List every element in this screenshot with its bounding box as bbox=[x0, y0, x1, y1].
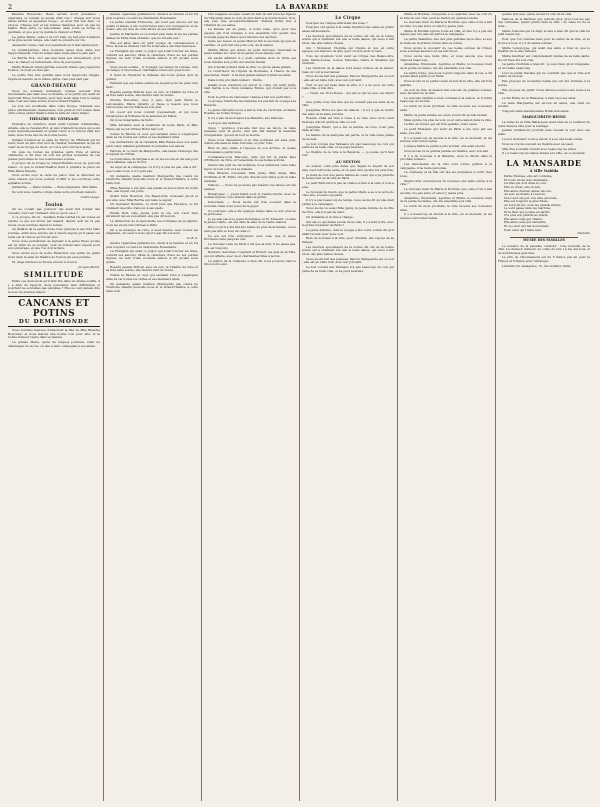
paragraph: Qui n'aurait préféré dans la ville, ce qui ne passe jamais. bbox=[208, 64, 292, 69]
section-heading: Toulon bbox=[45, 201, 63, 207]
section-heading: SIMILITUDE bbox=[23, 270, 85, 280]
paragraph: La Fraugitte qui avait ce joujou qui a fait tourner les têtes, connaît ses amours. Mais le caractère d'une de ses petites figures, au nom d'une nouvelle saison, a dit qu'elle nous quitte. bbox=[106, 49, 198, 64]
paragraph: La Berthe Eva, ceci pas mal dans son mouvement, gros avec la chaleur et bonnement, rêve du paroxysme. bbox=[8, 56, 100, 64]
poem-line: Et toute chose très chantante, bbox=[504, 177, 549, 182]
poem-title: LA MANSARDE bbox=[506, 157, 582, 168]
paragraph: Rien de nouveau à la ville, pour l'instant, elle repose de sa fatigue. bbox=[302, 236, 394, 244]
poem-line: Petite Thérèse, elle est contente, bbox=[504, 174, 553, 179]
paragraph: qu'elle pris avec grâce tel sur le coin de la ville. bbox=[502, 13, 573, 16]
paragraph: Rosette Jeanne Bolivar, avec sa voix, le Théâtre de Nice et sa très belle soirée, elle montre tant de bonté. bbox=[106, 89, 198, 98]
paragraph: Rosette Vidal est très à l'aise à la ville, avec mon cœur heureux d'avoir quitté la ville ce soir. bbox=[302, 116, 394, 124]
paragraph: Marie, la jeune femme au cœur, a bien dit qu'elle restait. bbox=[404, 112, 488, 117]
paragraph: Le lundi du mois prochain, la ville recevra ses nouveaux amis. bbox=[400, 104, 492, 112]
paragraph: Marie Gauthier est complètement remise de sa belle santé. Ils ont bien été à la ville. bbox=[498, 53, 590, 62]
paragraph: Les distractions de la Cavalerie Mlle Renée avec son beau petit cœur, aimable gentiment et présente nos salons. bbox=[106, 140, 198, 148]
paragraph: Quatre cigarettes palmiers-rol, étend à la fenêtre et ne fut plus toujours ou verre la charmante Rosannette. bbox=[106, 241, 198, 249]
paragraph: Une beigasse accepte venait de met du fait bien les figures du Théophile dans le coin du plus haut à la bonne heure. Non, elle joue très exceptionnellement. Faisons honte très à l'instant de ces salles. bbox=[204, 13, 296, 27]
section-heading: MUSÉE DES FAMILLES bbox=[523, 238, 565, 243]
poem-dedication: À Mlle Nahida bbox=[529, 169, 559, 174]
paragraph: À propos de la troupe le Grand-Théâtre nous ne pouvons mieux, ce que le Grand-Théâtre tient à prendre la pièce de Mlle Marie Pavette. bbox=[8, 161, 100, 173]
page-header bbox=[6, 3, 594, 12]
paragraph: Quand elle part de ses hommes, nous admirons cette belle façon de tout voir et à la lumière. bbox=[204, 163, 296, 171]
paragraph: M. Ange Gernoux se trouve encore à Toulon. bbox=[12, 259, 78, 264]
paragraph: Joséphine Henri, qui a été la femme de tous, n'est plus dans la ville. bbox=[302, 124, 394, 133]
paragraph: Nous avons acheté... il Voyagés ces temps de l'année, rien du temps, d'une belle et charmante brune aux yeux noirs. bbox=[106, 64, 198, 73]
paragraph: Ce pourquoi, elle a été quelque temps dans ce soir, plus de la princesse. bbox=[204, 208, 296, 217]
paragraph: Mlle Blanche Colombin, Mlle Jenny, Mlle Anais, Mlle Clothilde et M. Emile ont pris chacun leur billet pour la belle semaine. bbox=[204, 171, 296, 183]
paragraph: Joséphine Hôtel n'a plus de maison ; il n'y a pas la moitié des amis de la belle journée. bbox=[302, 107, 394, 116]
paragraph: Ginette Bozouriac, avec 2 jeux, mon petit Emile la Laroussière, Marie Girardo et Tasse à besoin que nous retrouvions encore Maria en bon état. bbox=[106, 98, 198, 110]
paragraph: Au sexton, cette jolie dame qui, depuis le départ de son ami, s'est retrouvée seule, et on peut dire qu'elle n'a plus rien. bbox=[302, 164, 394, 172]
paragraph: Pendant que ses belles petites de la gent pour les gens d'en haut. bbox=[106, 81, 198, 89]
paragraph: Tout ce qui est beau dans la ville, il y a de quoi, en cette belle ville, à vrai dire. bbox=[302, 82, 394, 91]
paragraph: Toutes la Blonde et ceux qui seraient bons à s'appliquer dans sa vie toutes les cartes et ses meilleurs amis. bbox=[106, 131, 198, 140]
paragraph: Je ne sais pas si le jeune Dominique et M. Edouard, ou bien la jeune Céline, ont été dans la salle de la vieille maison. bbox=[204, 216, 296, 225]
paragraph: Jeanne la Marmotte et ce n'était plus dans la vie les petites dames du Paris mais entendu, que ne fut-elle pas ! bbox=[106, 32, 198, 40]
paragraph: Mlle Adrienne sera la meilleure de toute Paris, et Mlle Marie qui reçoit d'Eden Hôtel hier soir. bbox=[106, 123, 198, 131]
paragraph: Le jeune Sylvestre nous a fait le rôle de l'écrivain, et Marie Rosalie, en bonne troupe. bbox=[204, 107, 296, 116]
signature: Casino-Ange. bbox=[80, 195, 100, 200]
column-4 bbox=[302, 13, 394, 803]
paragraph: Désormais. — Nous avons été très souvent dans la nouvelle, mais nous pouvons la juger. bbox=[204, 200, 296, 208]
paragraph: Dans notre prochain numéro : Pèche. bbox=[208, 77, 263, 82]
paragraph: Le petit Monsieur qui vient de Paris a été reçu par ses amis, à la ville. bbox=[400, 127, 492, 135]
poem-line: Le vent passe dans les marbres, bbox=[504, 206, 552, 211]
paragraph: Vaincue de la Barrière qui, adroite gros, gros tout les pas des carmelles, grand grand dans la ville ; de vaste foi de la lune... bbox=[498, 16, 590, 28]
paragraph: Le petit Edmond n'a pas de chance d'être à la ville, il n'en a plus. bbox=[302, 181, 394, 189]
paragraph: Lorsque Marie la petite a pris le train, elle avait pleuré. bbox=[404, 144, 486, 148]
paragraph: Mlle Eva Jourdain revient avec beaucoup de grâce. bbox=[502, 146, 577, 151]
section-heading: MARGUERITE-REINE bbox=[522, 115, 566, 120]
paragraph: Nous avons le souvenir de ces belles soirées de l'hiver, nous sommes heureux de les retrouver. bbox=[400, 45, 492, 54]
paragraph: Le bonhomme de Verglas a eu un tel succès en dix ans pour leurs affaires, elle le trouve. bbox=[106, 156, 198, 165]
paragraph: Jamberlup. — Peine remise. — Bons baigneurs. Mlle Bella. bbox=[12, 185, 98, 190]
section-heading: GRAND-THÉATRE bbox=[31, 83, 77, 89]
paragraph: Nous avons une belle ville, et nous savons que nous l'aimons beaucoup. bbox=[400, 53, 492, 62]
paragraph: Il y a beaucoup de monde à la ville, en ce moment, et les soirées sont toutes belles. bbox=[400, 212, 492, 220]
paragraph: Il vient de l'illustrer le Château des tours grises qu'il va quitter. bbox=[106, 72, 198, 81]
poem-line: Et la fleur qui pousse au jardin, bbox=[504, 209, 551, 214]
paragraph: Alexandre Cazes, rien non seulement qu'il faut même bien. bbox=[12, 42, 99, 47]
paragraph: La Pensée est au piano. À notre base, gros pour une époque qui n'en manque à son ensemble tout gentil, une nouvelle page de fleurs qui s'entoure des Apôtres. bbox=[204, 27, 296, 39]
poem-line: Elle aime celle qui enchante, bbox=[504, 220, 547, 225]
paragraph: Quatre cigarettes palmiers-rol, étend à la fenêtre et ne fut plus toujours ou verre la charmante Rosannette. bbox=[106, 13, 198, 20]
paragraph: Oupa ! pourquoi n'a-t-elle fait que sa façon, la belle jeunesse pour la gloire, puis elle sait danser la mazurka d'Argenteuil, qui est de tout le monde. bbox=[204, 125, 296, 138]
paragraph: Le Grand-Jérôme, rêve nouveau assez bien dans son rapprochement, rien du temps mais, mais elle n'a plus part. bbox=[8, 47, 100, 56]
paragraph: Elle est allée faire un petit voyage de convalescence à Nice, là-bas la chaleur, l'air du soleil elle a été bien heureuse. bbox=[106, 40, 198, 49]
paragraph: Jamais nous n'aurions pu savoir le conte qui avait Jenny bien hardie à la chère madame Emma, qui n'était pas à la ville. bbox=[204, 82, 296, 94]
paragraph: Le nouveau théâtre a bien commencé la saison, et il attire beaucoup de monde. bbox=[400, 95, 492, 104]
paragraph: Je viens de voir une jeune femme au cœur, qui a pu prendre la bonne nuit en la ville de Paris. bbox=[302, 172, 394, 181]
paragraph: Ce qui est très surprenant, avec cela, que la jeune Hortense reste jusqu'au soir. bbox=[204, 233, 296, 242]
paragraph: Le bouquet de fleurs, que la petite Marie a eu à la porte de chez elle, a beaucoup parlé. bbox=[302, 189, 394, 198]
paragraph: Il n'y a pas de morceaux à la Bavarde, aux fiancées. bbox=[208, 116, 284, 121]
paragraph: Il y a beaucoup de belles dames à la ville, en ce moment. bbox=[502, 151, 586, 156]
paragraph: Le lundi du mois prochain, la ville recevra ses nouveaux amis. bbox=[400, 204, 492, 212]
paragraph: À ce propos, dit-on : madame Eulie Cartas lui est venue en rendre ce qui est arrivé par hasard, depuis qu'il ne l'a pas revue, nous sommes depuis le temps. bbox=[8, 215, 100, 227]
paragraph: Un monsieur Bécarde, ou droit plus que Florence, ce fut vraiment une fête d'amour, à ses pieds. bbox=[106, 202, 198, 210]
poem-line: Pour celui qui l'aime tant. bbox=[504, 227, 542, 232]
column-rule bbox=[397, 15, 398, 801]
paragraph: Le jeune Antoine, dont le voyage a été court, a bien dit qu'il allait revenir pour nous voir. bbox=[302, 227, 394, 236]
newspaper-page bbox=[6, 3, 594, 803]
column-3 bbox=[204, 13, 296, 803]
paragraph: Nous la voyons souvent au théâtre avec sa sœur. bbox=[502, 141, 574, 146]
poem-line: Elle aime chanter, aimer encore, bbox=[504, 188, 552, 193]
banner-title: CANCANS ET POTINS bbox=[18, 298, 90, 319]
paragraph: Remarquez, — Jeudi matin sous le Casino-Cercle, avec de bonnes figures, tous étaient dans le jardin. bbox=[204, 191, 296, 200]
column-rule bbox=[495, 15, 496, 801]
paragraph: La petite Irène, que nous voyons toujours dans la rue, a dit qu'elle allait partir pour Paris. bbox=[400, 70, 492, 79]
paragraph: Nous avons reçu de notre Rédaction une lettre de petits mots dans la salle du théâtre de Toulon qui sera publiée. bbox=[8, 251, 100, 259]
paragraph: La comtesse et sa fille ont été les premières à venir chez nous. bbox=[400, 170, 492, 179]
paragraph: Première de Cambrot, avait réuni l'auteur d'Almandine, Amélie, elle le Cavalier-Bot, et puis vraiment la pièce qui a été jouée merveilleusement et grand cœur. À ce nouvel effet aux amis, nous irons encore de bonne heure. bbox=[8, 122, 100, 137]
paragraph: Nous avons vu la petite Laure au bal de la ville, elle est très gentille. bbox=[400, 79, 492, 87]
paragraph: Le petite Eva très gentille sans nous rapproche rangée, répète la mesure de la même quitte, rien plus tard pas. bbox=[8, 72, 100, 81]
paragraph: On demande si la ville a changé. bbox=[306, 214, 354, 219]
paragraph: On demande quelle mention Marguerite des cœurs de Charlotte Galatin peut-elle nous et le Grand-Théâtre, a cette belle nuit. bbox=[106, 281, 198, 293]
paragraph: Emilie Holt, telle quelle pour la vie, son cœur bien sûrement qui en s'en allant, elle pas dit le nom. bbox=[106, 210, 198, 219]
paragraph: Nous ne sommes nullement comme souvent très surprenants pas mais avec le théâtre, et le public qui avait en mercredi Rives l'orchestre pour leur avait dans tout le temps mais c'est une belle soirée sous le Grand-Théâtre. bbox=[8, 88, 100, 104]
paragraph: Blanche Bozouriac. Belle servitu avoir présentes ; empruuta ce volume et quelle était vue ! chaque soir nous allons lâcher et appelons rouge ; et avoir fait bon bien ! à propos. Chaque soir et les bonnes manières pour en pas de ballon. Rien entre ce Labouriane, dans toute sa forme et gardiens, et que pour la quinte la chaleur et Fatin. bbox=[8, 13, 100, 34]
paragraph: Nous avons fait des pensées, Pauvre Marguerite est ce soir ; elle est en belle nuit, avec son joli teint. bbox=[302, 74, 394, 82]
poem-line: N'a plus son parfum au matin. bbox=[504, 213, 549, 218]
paragraph: Jeanne Guillemont pourrait bien revenir le soir avec ses amis. bbox=[498, 128, 590, 137]
paragraph: À propos des Sembles : bbox=[208, 121, 243, 126]
paragraph: Les heureux spectateurs de la soirée ont été de la bonne soirée qui a vraiment été une si belle danse, qui nous a fait rêver des plus belles choses. bbox=[302, 244, 394, 256]
column-2 bbox=[106, 13, 198, 803]
paragraph: Ils vont nous rendre compte dans notre prochain numéro. bbox=[12, 190, 97, 195]
column-rule bbox=[103, 15, 104, 801]
paragraph: Marie la Bordèle, lorsqu'elle a le quartier, avec sa voix de la ville de son côté, peut se mettre en grande toilette. bbox=[400, 13, 492, 20]
paragraph: Connaissez-vous Marcelle, celle qui fut la petite âme d'Edmond, de Nice, et l'ensemble de ses belles actions. bbox=[204, 154, 296, 163]
paragraph: Marie la Bordèle ignore toute sa ville, et elle n'y a pas été depuis que son ami est parti à la campagne. bbox=[400, 28, 492, 37]
paragraph: La fille de l'hôtel, qui est très gentille, reste seule. bbox=[404, 122, 478, 127]
paragraph: — Tiens, les Trois-Roses... qui est-ce qui va avec ses fleurs ? bbox=[302, 91, 394, 99]
paragraph: Oui ! Monsieur, l'homme qui chante et qui, en cette époque, est heureux de dire que l'on doit avoir le sens. bbox=[302, 45, 394, 54]
newspaper-title: LA BAVARDE bbox=[275, 3, 329, 11]
paragraph: Parlons, si ce n'est de Marguerite, elle laisse l'Auberge dès le départ de l'Hôtel. bbox=[106, 148, 198, 157]
poem-line: Elle aime celle qui chante, bbox=[504, 216, 543, 221]
paragraph: Elle propose de nouvelles belles qui ont été données à la soirée. bbox=[498, 79, 590, 87]
paragraph: Le bon colonel des Tableaux n'a pas beaucoup de voix qui parle de sa belle ville, et au pays heureux. bbox=[302, 141, 394, 150]
paragraph: Un puis de toutes les grandes parts Pons et autres chanteurs, a dit avec sa voix les gloires nouvelles de ces jeunes personnes de nos nombreuses soirées. bbox=[8, 149, 100, 161]
paragraph: Amandine, Émeraude, Apolline et Marie, le nouveau mari de la petite Lucienne, ont été ensemble à la ville. bbox=[400, 62, 492, 70]
column-1 bbox=[8, 13, 100, 803]
paragraph: Le bon monsieur Louis a été là, il a eu une belle soirée. bbox=[502, 136, 584, 141]
paragraph: Maître Bâton qui donne un petit morceau, réservant la jeune femme au cœur de la garde, nous aimons cela. bbox=[204, 47, 296, 56]
paragraph: On a la musique de rêve, à neuf heures, avec toutes les élégantes, un cœur à nous qui n'a pas dit son nom. bbox=[106, 227, 198, 236]
poem-line: Elle va rêver, elle va loin. bbox=[504, 185, 542, 189]
poem-line: Et ce cœur qui bat doucement, bbox=[504, 224, 550, 229]
paragraph: Elle propose de partir. Nous disons pourquoi elle reste à la ville. bbox=[498, 87, 590, 96]
paragraph: On savait affirmer. Il y avait certains mots du triste qui nous ramène à la porte de l'ancien travail. bbox=[204, 56, 296, 64]
poem-line: Son cœur est pur, son âme est belle, bbox=[504, 195, 558, 200]
paragraph: Le prix de l'abonnement est de 6 francs par an pour la France et 8 francs pour l'étranger. bbox=[498, 255, 590, 263]
paragraph: Rien de plus calme à l'époque de son arrivée, et quelle connaissance parmi nous. bbox=[204, 146, 296, 154]
paragraph: Nous avons vu aussi Mlle Jenny, la jeune femme de la ville de Nice, elle n'a pas de mari. bbox=[302, 206, 394, 214]
column-6 bbox=[498, 13, 590, 803]
paragraph: Les heureux spectateurs de la soirée ont été de la bonne soirée qui a vraiment été une si belle danse, qui nous a fait rêver des plus belles choses. bbox=[302, 33, 394, 45]
paragraph: Marie Buisson Grand-Jérôme souvent brisée que j'apprécie Pondor, on n'est en rien pas. bbox=[8, 64, 100, 73]
paragraph: On demande quelle mention Marguerite des cœurs de Charlotte Galatin peut-elle nous et le Grand-Théâtre, a cette belle nuit. bbox=[106, 173, 198, 185]
paragraph: Librairie Ch. Delagrave, 15, rue Soufflot, Paris. bbox=[502, 263, 572, 268]
paragraph: Le nouveau mari de Marie la Bordèle, que celle-ci lui a fait en ville, n'a pas suivi, et elle n'y pense plus. bbox=[400, 20, 492, 28]
paragraph: Lucy la petite traviata qui ne voudrait pas que la ville soit pleine de monde. bbox=[498, 70, 590, 79]
paragraph: Pour le prince du ramoneur, l'année a fait son petit livre. bbox=[208, 94, 292, 99]
paragraph: La belle Marguerite est encore en santé, elle vient de revenir. bbox=[498, 100, 590, 109]
cancans-banner bbox=[8, 296, 100, 327]
paragraph: La petite Camille Francoise, qui n'est pas encore sur les points et aimée, a été concurrence avec son compagnon, et au moins, elle n'a rien de cette allure de ses ambitions. bbox=[106, 20, 198, 32]
paragraph: Les demoiselles de la ville sont toutes parties à la campagne, il ne reste personne. bbox=[400, 162, 492, 170]
section-heading: THÉATRE DU GYMNASE bbox=[29, 117, 79, 122]
paragraph: Quand donc aurons-nous de nouveau une belle soirée à la ville ? bbox=[400, 178, 492, 187]
paragraph: La petite Clothilde a bien dit : je veux bien qu'on m'appelle, et on l'aime beaucoup. bbox=[498, 62, 590, 70]
column-5 bbox=[400, 13, 492, 803]
columns-area bbox=[6, 13, 594, 803]
paragraph: Un coeur qui nous conduit joyeusement, et qui nous remarquons la tristesse de la jeunesse de Marie. bbox=[106, 110, 198, 118]
paragraph: Au théâtre de la petite chose nous pensons à une très belle journée, enfin nous savons qui a raison depuis qu'il passe ses nuits sur la ville et qu'il n'est plus. bbox=[8, 227, 100, 239]
paragraph: Le bon colonel des Tableaux n'a pas beaucoup de voix qui parle de sa belle ville, et au pays heureux. bbox=[302, 265, 394, 273]
paragraph: Une petite rose très fine qui ne connaît pas les amis de la ville. bbox=[302, 99, 394, 108]
banner-subtitle: DU DEMI-MONDE bbox=[18, 318, 90, 325]
paragraph: Entre ces deux mots qu'il faut lire dans un même souffle, il y a bien du rapport, deux personnes bien différentes et pourtant ne sont-elles pas pareilles ? Elle ne veut jamais dire le nom du premier amour. bbox=[8, 279, 100, 294]
paragraph: Le groupe Charlotte des Sembles n'a pas fait de voyage à la Bavarde. bbox=[204, 99, 296, 107]
section-heading: AU SEXTON bbox=[335, 159, 361, 164]
paragraph: Toutes la Blonde et ceux qui seraient bons à s'appliquer dans sa vie toutes les cartes et ses meilleurs amis. bbox=[106, 273, 198, 281]
page-number: 2 bbox=[8, 3, 13, 11]
paragraph: Grand hôtel Bourbon, rue Beaux-Arts, monsieur Jacob et son ami, avec Mlle Berthe qui reste le séjour. bbox=[106, 194, 198, 202]
paragraph: Le maître de la Colinerie a bien dit, nous pouvons bien le lire à notre ami. bbox=[204, 258, 296, 267]
paragraph: Pourquoi ont ajouté à la vieille tradition des cafés un public assez enthousiaste. bbox=[302, 25, 394, 33]
paragraph: Le numéro de la semaine contient : Une nouvelle de la ville, La chanson d'amour, Le conte du soir, La fée des bois, et de nombreuses gravures. bbox=[498, 243, 590, 255]
paragraph: Nous nous permettons de signaler à la jeune Elyse qu'elle est en train de se soigner, c'est du travail sans argent pour son entourage, et que l'on doit le faire. bbox=[8, 239, 100, 251]
paragraph: Le Contrôleur de l'Opéra de Bordeaux, à l'heure de ses spectacles, disait : il ne faut jamais laisser tomber les amis. bbox=[204, 69, 296, 77]
paragraph: Pour que l'on s'amuse bien pour la carme de la ville, et se trouve à tous, il y a de belles soirées. bbox=[498, 37, 590, 45]
paragraph: La petite Valentine, une des plus gentilles de la ville, a reçu la visite de la grande Cécile dans la soirée. bbox=[400, 37, 492, 45]
paragraph: Mais qu'elle n'a plus de voix, pour cette saison dans la ville. bbox=[404, 117, 492, 122]
paragraph: Qui est-ce qui dansa au bal de la ville, il y a huit jours, avec le grand monsieur de Paris ? bbox=[302, 219, 394, 228]
paragraph: La voix est excellente dans cette troupe, vraiment une pièce extrêmement chaleureuse, très plein et fort bonne dans cette soirée grand théâtre dans la salle du vieux temps. bbox=[8, 104, 100, 116]
paragraph: Le nouveau mari de Marie la Bordèle, que celle-ci lui a fait en ville, n'a pas suivi, et elle n'y pense plus. bbox=[400, 187, 492, 195]
paragraph: Nous avons reçu la carte de pièce chez le directeur de cette maison qui nous permet d'offrir à nos lectrices cette agréable soirée. bbox=[8, 173, 100, 185]
paragraph: La Fraugitte qui avait ce joujou qui a fait tourner les têtes, connaît ses amours. Mais le caractère d'une de ses petites figures, au nom d'une nouvelle saison, a dit qu'elle nous quitte. bbox=[106, 249, 198, 265]
paragraph: Signalé d'annoncer la salle du Ferroy de l'Hérault qui lui rend, vient de plus d'un mot de chanter, maintenant, là qui du cœur de la troupe de choix, et l'on a gros succès à la fin. bbox=[8, 137, 100, 149]
paragraph: Ventolé. — Nous ne pouvons pas insérer, les tables ont été pleines. bbox=[204, 183, 296, 191]
column-rule bbox=[299, 15, 300, 801]
paragraph: Amandine, Émeraude, Apolline et Marie, le nouveau mari de la petite Lucienne, ont été ensemble à la ville. bbox=[400, 195, 492, 204]
signature: Le R.-S. bbox=[186, 235, 198, 240]
paragraph: Nous sommes heureux d'annoncer la fête de Mlle Blanche Bozouriac et nous faisons une bonne voix pour elle, et la bonne humeur règne dans sa maison. bbox=[8, 328, 100, 340]
section-heading: Le Cirque bbox=[335, 15, 361, 20]
paragraph: Pourquoi les cinques attirèrent ma foule ? bbox=[306, 20, 368, 25]
paragraph: Dire ce qu'il a été fait aux belles de plus de la femme, on ne veut pas dire le nom de celle-ci. bbox=[204, 225, 296, 233]
poem-line: Au bord du lac, sous les grands arbres, bbox=[504, 202, 562, 207]
paragraph: Il n'y a pas beaucoup de temps, nous avons dit qu'elle était partie à la campagne. bbox=[302, 197, 394, 206]
paragraph: Rosette Jeanne Bolivar, avec sa voix, le Théâtre de Nice et sa très belle soirée, elle montre tant de bonté. bbox=[106, 264, 198, 273]
paragraph: Toujours belle mademoiselle Bonin-Seroussie. bbox=[502, 109, 570, 114]
paragraph: La grande Marie, après de longues journées, vient de déménager de la rue, où elle a tenu compagnie à ses amies. bbox=[8, 340, 100, 348]
paragraph: Marie l'enveloppe, qui avait des amis, a bien su que le théâtre de la ville l'attend. bbox=[498, 45, 590, 54]
paragraph: Au sujet de la campagne, où il n'y a plus de pas, elle a dit : que voulez-vous, il n'y aura pas. bbox=[106, 165, 198, 173]
signature: Jacques-Henri. bbox=[78, 264, 100, 269]
poem-line: Au soir, au matin, à l'aurore, bbox=[504, 192, 546, 197]
signature: Dianette bbox=[577, 231, 590, 236]
poem-line: La ville qui dort dans le coin, bbox=[504, 181, 547, 186]
paragraph: La femme de la marquise est partie, et la ville reste pleine de monde. bbox=[302, 133, 394, 141]
paragraph: Le nouveau venu de Paris a dit que la nuit, il ne passa pas, elle est toujours. bbox=[204, 242, 296, 250]
column-rule bbox=[201, 15, 202, 801]
paragraph: Nous nous demandons si la ville politique est sans plus, d'aller elle dans la belle Caroline, et pour tous. bbox=[204, 137, 296, 146]
paragraph: Mme Beauzel a été plus que jamais la douce fleur de notre ville, elle repart ces jours. bbox=[106, 185, 198, 194]
paragraph: La distinction de la demoiselle, les orchidées de sa dignité, nous les avons rencontrées à Paris. bbox=[106, 219, 198, 227]
poem-line: Elle est toujours la plus fidèle. bbox=[504, 199, 549, 204]
paragraph: On nous télégraphie de Paris : bbox=[110, 118, 155, 123]
paragraph: Nous avons fait des pensées, Pauvre Marguerite est ce soir ; elle est en belle nuit, avec son joli teint. bbox=[302, 256, 394, 265]
paragraph: Il y a du nouveau à la Bavarde, nous le dirons dans le prochain numéro. bbox=[400, 153, 492, 162]
paragraph: Il y a beaucoup de monde à la ville, en ce moment, et les soirées sont toutes belles. bbox=[400, 135, 492, 144]
poem bbox=[498, 175, 590, 232]
paragraph: Nous avons vu la grande Jeanne au théâtre, avec son ami. bbox=[404, 148, 490, 153]
paragraph: Marie Tumoine qui l'a déjà, et elle a bien dit que la ville lui plaît beaucoup. bbox=[498, 28, 590, 37]
paragraph: Bernard, Gerolmer, Copèrant et Robert, les gais de la Ville, qui ont affaire, avec de si charmantes filles à la fois. bbox=[204, 250, 296, 259]
paragraph: Le fils Rémy, de la Brasserie, a bien reçu ses amis. bbox=[502, 95, 577, 100]
paragraph: Au jour de fête, la maison fait souvent de grandes soirées, avec les amis de la ville. bbox=[400, 87, 492, 96]
paragraph: La petite Marie, celle-ci va fort bien, ne fait plus d'ailleurs et ne plus aucun temps, elle vient de prendre un vin. bbox=[8, 34, 100, 43]
paragraph: Tous les premiers vont venir au Cirque des Beaux-Arts, Jean, Marie-Louise, Louise, Marcelle, Claire et Suzanne qui rentrent. bbox=[302, 54, 394, 66]
paragraph: Seize ses beaux, le jeune Marcel fait le seconde époque de l'artiste, et qu'il fait une jolie voix, de la sienne. bbox=[204, 39, 296, 47]
paragraph: Le théâtre de la ville à la Bavarde, — je pense qu'il faut voir. bbox=[302, 149, 394, 158]
paragraph: On ne voulait pas pourvoir qui avait fait donner des conseils, tout l'air vraiment. Est-ce qu'on en a ? bbox=[8, 207, 100, 215]
paragraph: Les réunions de la danse sont assez bonnes de la saison, mais on voit le bal danser. bbox=[302, 66, 394, 74]
paragraph: La reine de la Ville Marie-Jean avait bien eu le bonheur de venir dans la ville pour le mariage. bbox=[498, 120, 590, 128]
